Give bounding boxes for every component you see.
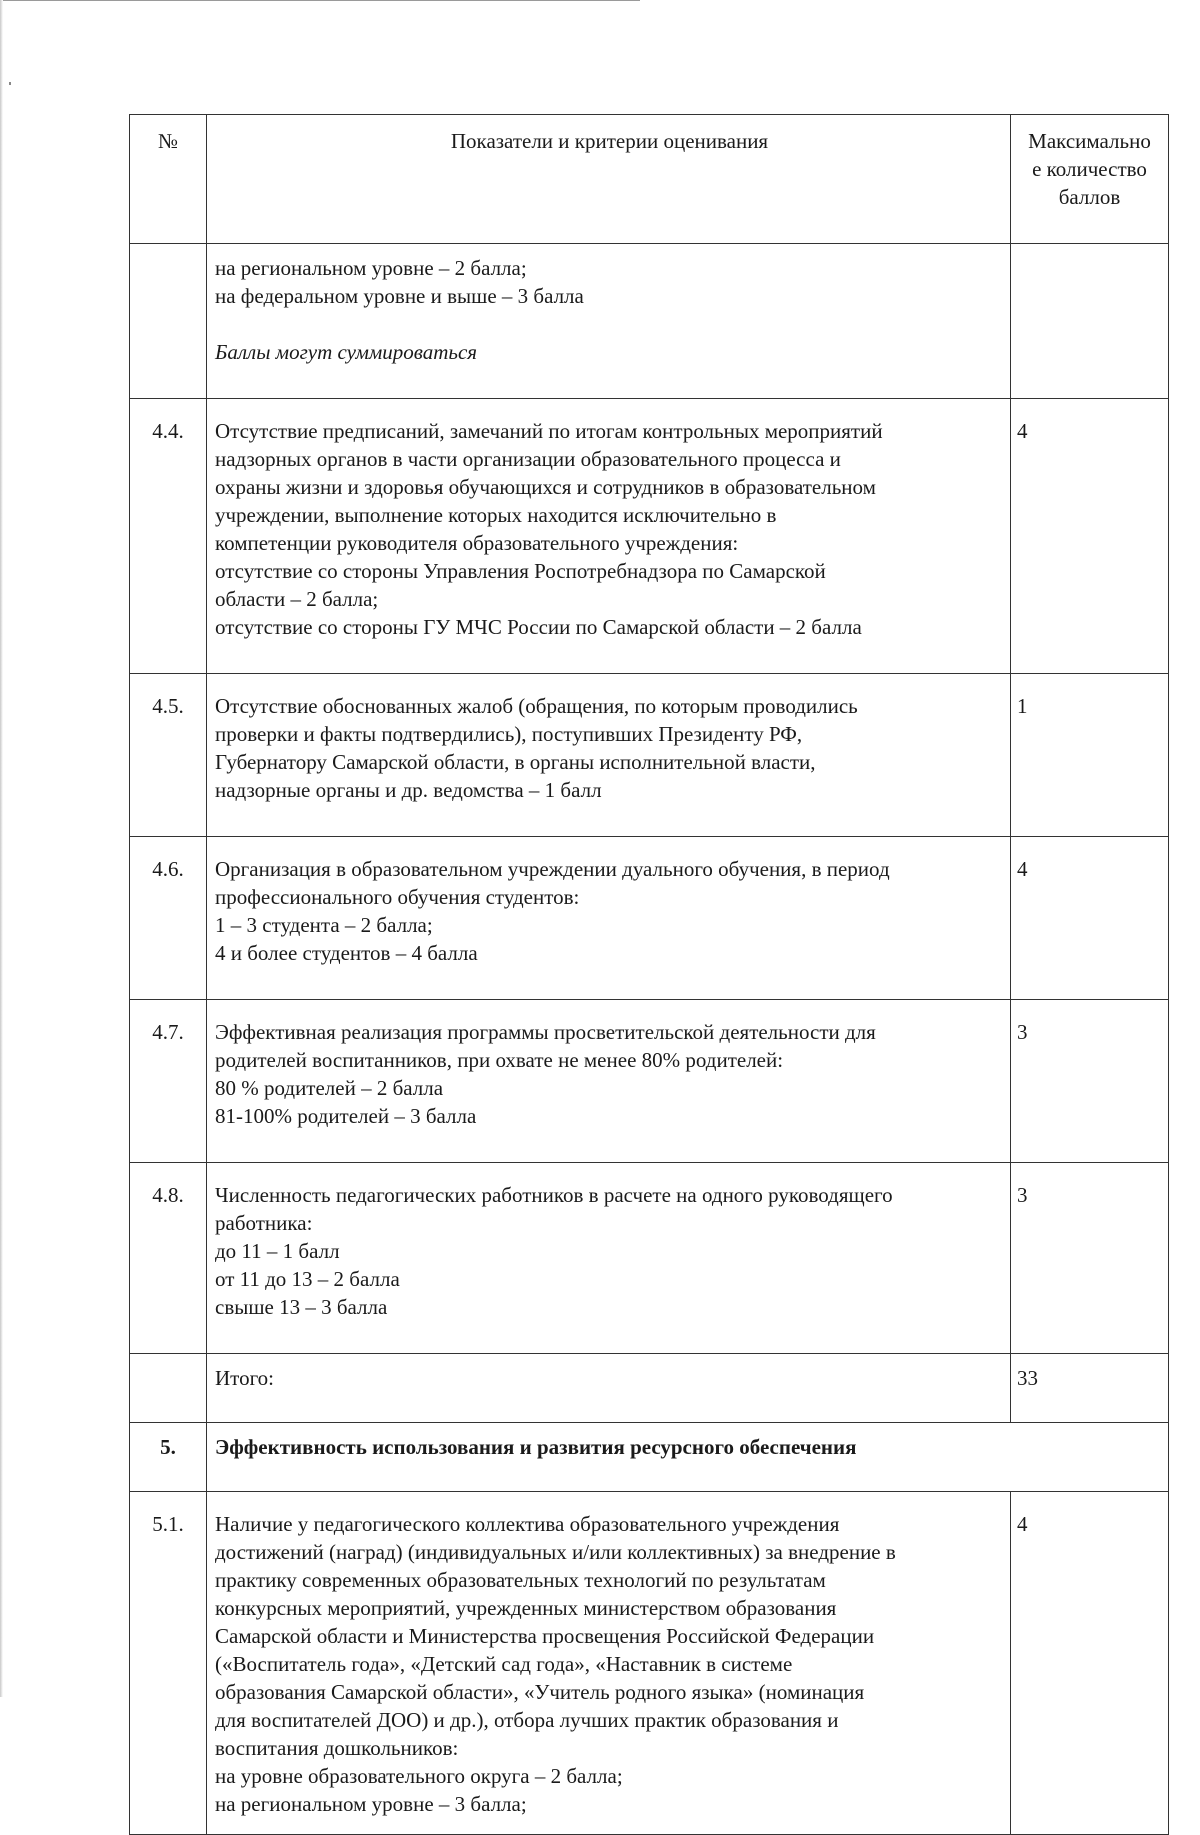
row-max-points: 1: [1011, 674, 1169, 837]
criteria-line: Отсутствие обоснованных жалоб (обращения, по которым проводились: [215, 694, 858, 718]
criteria-line: от 11 до 13 – 2 балла: [215, 1267, 400, 1291]
criteria-line: на уровне образовательного округа – 2 балла;: [215, 1764, 623, 1788]
criteria-line: проверки и факты подтвердились), поступивших Президенту РФ,: [215, 722, 803, 746]
scan-speck: [9, 82, 11, 85]
criteria-line: учреждении, выполнение которых находится исключительно в: [215, 503, 777, 527]
row-number: 4.8.: [130, 1163, 207, 1354]
criteria-line: компетенции руководителя образовательного учреждения:: [215, 531, 739, 555]
header-number: №: [130, 115, 207, 244]
row-max-points: 3: [1011, 1163, 1169, 1354]
total-max-points: 33: [1011, 1354, 1169, 1423]
criteria-line: Самарской области и Министерства просвещения Российской Федерации: [215, 1624, 875, 1648]
table-row-4-7: [130, 1000, 1169, 1163]
table-row-4-4: [130, 399, 1169, 674]
criteria-line: Губернатору Самарской области, в органы исполнительной власти,: [215, 750, 816, 774]
header-max-line: Максимально: [1028, 129, 1151, 153]
row-number: 5.1.: [130, 1492, 207, 1835]
criteria-line: отсутствие со стороны Управления Роспотребнадзора по Самарской: [215, 559, 826, 583]
row-criteria: [207, 837, 1011, 1000]
row-criteria: [207, 674, 1011, 837]
criteria-line: родителей воспитанников, при охвате не менее 80% родителей:: [215, 1048, 784, 1072]
criteria-line: для воспитателей ДОО) и др.), отбора лучших практик образования и: [215, 1708, 839, 1732]
criteria-line: 80 % родителей – 2 балла: [215, 1076, 444, 1100]
row-number: 4.5.: [130, 674, 207, 837]
criteria-line: на региональном уровне – 2 балла;: [215, 256, 527, 280]
criteria-line: практику современных образовательных технологий по результатам: [215, 1568, 826, 1592]
row-criteria: [207, 1163, 1011, 1354]
criteria-line: на региональном уровне – 3 балла;: [215, 1792, 527, 1816]
header-max-line: баллов: [1058, 185, 1121, 209]
header-criteria: Показатели и критерии оценивания: [207, 115, 1011, 244]
criteria-line: до 11 – 1 балл: [215, 1239, 340, 1263]
row-max-points: 4: [1011, 837, 1169, 1000]
criteria-line: 81-100% родителей – 3 балла: [215, 1104, 477, 1128]
table-row-5-1: [130, 1492, 1169, 1835]
criteria-table: [129, 114, 1169, 1835]
section-title: Эффективность использования и развития ресурсного обеспечения: [207, 1423, 1169, 1492]
criteria-line: достижений (наград) (индивидуальных и/или коллективных) за внедрение в: [215, 1540, 896, 1564]
row-number: 4.6.: [130, 837, 207, 1000]
scan-border-line: [0, 0, 640, 1]
criteria-line: 4 и более студентов – 4 балла: [215, 941, 478, 965]
criteria-line: отсутствие со стороны ГУ МЧС России по Самарской области – 2 балла: [215, 615, 862, 639]
criteria-line: («Воспитатель года», «Детский сад года», «Наставник в системе: [215, 1652, 793, 1676]
row-number: 4.7.: [130, 1000, 207, 1163]
criteria-line: надзорные органы и др. ведомства – 1 балл: [215, 778, 602, 802]
criteria-line: воспитания дошкольников:: [215, 1736, 459, 1760]
scan-edge-shadow: [0, 0, 3, 1697]
criteria-line: Отсутствие предписаний, замечаний по итогам контрольных мероприятий: [215, 419, 883, 443]
row-max-points: 3: [1011, 1000, 1169, 1163]
table-row-total: [130, 1354, 1169, 1423]
table-row-4-8: [130, 1163, 1169, 1354]
table-row-section-5: [130, 1423, 1169, 1492]
row-number: [130, 244, 207, 399]
row-number: 4.4.: [130, 399, 207, 674]
row-max-points: 4: [1011, 1492, 1169, 1835]
criteria-line: Наличие у педагогического коллектива образовательного учреждения: [215, 1512, 840, 1536]
criteria-line: Эффективная реализация программы просветительской деятельности для: [215, 1020, 876, 1044]
criteria-line: образования Самарской области», «Учитель родного языка» (номинация: [215, 1680, 865, 1704]
row-max-points: 4: [1011, 399, 1169, 674]
total-label: Итого:: [207, 1354, 1011, 1423]
criteria-note: Баллы могут суммироваться: [215, 340, 478, 364]
row-criteria: [207, 1492, 1011, 1835]
criteria-line: надзорных органов в части организации образовательного процесса и: [215, 447, 841, 471]
row-criteria: [207, 244, 1011, 399]
criteria-line: 1 – 3 студента – 2 балла;: [215, 913, 433, 937]
criteria-line: конкурсных мероприятий, учрежденных министерством образования: [215, 1596, 837, 1620]
row-criteria: [207, 1000, 1011, 1163]
table-header-row: [130, 115, 1169, 244]
criteria-line: охраны жизни и здоровья обучающихся и сотрудников в образовательном: [215, 475, 876, 499]
table-row-continuation: [130, 244, 1169, 399]
criteria-line: работника:: [215, 1211, 313, 1235]
section-number: 5.: [130, 1423, 207, 1492]
header-max-line: е количество: [1032, 157, 1147, 181]
criteria-line: профессионального обучения студентов:: [215, 885, 580, 909]
row-criteria: [207, 399, 1011, 674]
header-max-points: [1011, 115, 1169, 244]
criteria-line: свыше 13 – 3 балла: [215, 1295, 388, 1319]
row-max-points: [1011, 244, 1169, 399]
criteria-line: Организация в образовательном учреждении дуального обучения, в период: [215, 857, 890, 881]
row-number: [130, 1354, 207, 1423]
criteria-line: области – 2 балла;: [215, 587, 379, 611]
table-row-4-6: [130, 837, 1169, 1000]
table-row-4-5: [130, 674, 1169, 837]
criteria-line: Численность педагогических работников в расчете на одного руководящего: [215, 1183, 893, 1207]
criteria-line: на федеральном уровне и выше – 3 балла: [215, 284, 584, 308]
